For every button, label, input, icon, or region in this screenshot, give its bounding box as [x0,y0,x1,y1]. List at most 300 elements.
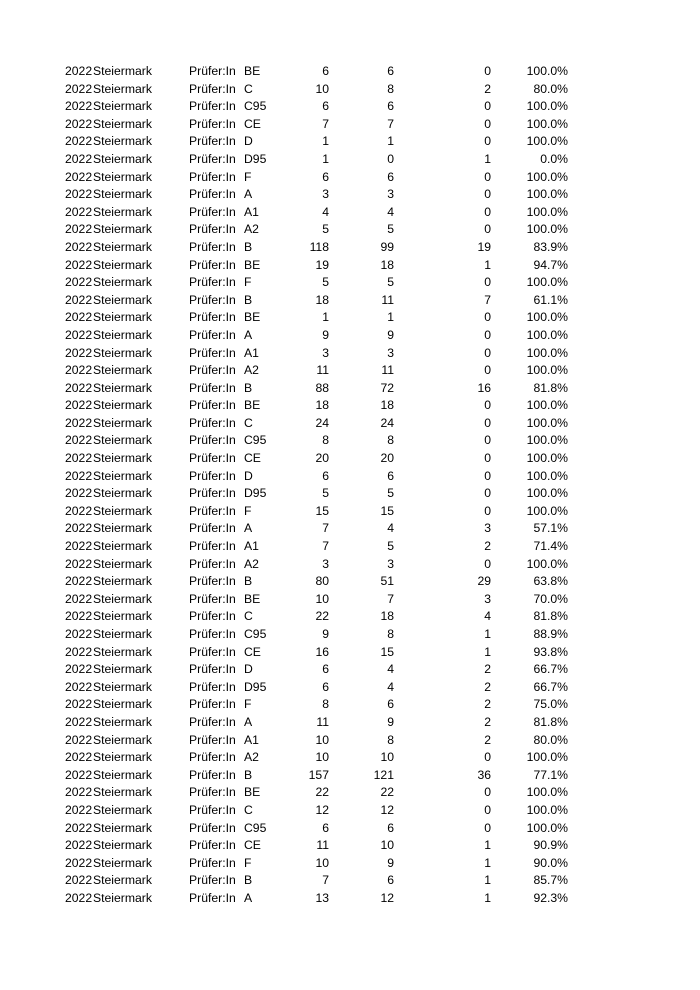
table-row [0,714,700,732]
total-count-cell: 10 [315,750,329,765]
role-cell: Prüfer:In [189,556,236,571]
passed-count-cell: 9 [387,714,394,729]
failed-count-cell: 29 [477,574,491,589]
failed-count-cell: 1 [484,855,491,870]
pass-rate-cell: 0.0% [540,151,568,166]
passed-count-cell: 0 [387,151,394,166]
year-cell: 2022 [65,64,93,78]
failed-count-cell: 2 [484,732,491,747]
license-class-cell: BE [244,310,261,325]
year-cell: 2022 [65,627,93,641]
passed-count-cell: 6 [387,169,394,184]
year-cell: 2022 [65,292,93,307]
year-cell: 2022 [65,644,93,659]
region-cell: Steiermark [93,609,152,624]
pass-rate-cell: 70.0% [533,591,568,606]
region-cell: Steiermark [93,855,152,870]
failed-count-cell: 2 [484,714,491,729]
year-cell: 2022 [65,187,93,202]
passed-count-cell: 6 [387,697,394,712]
total-count-cell: 1 [322,310,329,325]
role-cell: Prüfer:In [189,802,236,817]
region-cell: Steiermark [93,99,152,114]
license-class-cell: A [244,187,253,202]
license-class-cell: BE [244,591,261,606]
role-cell: Prüfer:In [189,785,236,800]
passed-count-cell: 9 [387,327,394,342]
table-row [0,169,700,187]
pass-rate-cell: 92.3% [533,890,568,905]
pass-rate-cell: 100.0% [526,134,568,149]
license-class-cell: C [244,802,253,817]
license-class-cell: F [244,697,252,712]
failed-count-cell: 0 [484,116,491,131]
total-count-cell: 5 [322,222,329,237]
table-row [0,890,700,908]
pass-rate-cell: 85.7% [533,873,568,888]
role-cell: Prüfer:In [189,662,236,677]
role-cell: Prüfer:In [189,415,236,430]
total-count-cell: 118 [309,239,329,254]
license-class-cell: BE [244,257,261,272]
role-cell: Prüfer:In [189,451,236,466]
region-cell: Steiermark [93,239,152,254]
pass-rate-cell: 88.9% [533,627,568,641]
role-cell: Prüfer:In [189,732,236,747]
region-cell: Steiermark [93,398,152,413]
failed-count-cell: 1 [484,890,491,905]
total-count-cell: 7 [322,539,329,554]
year-cell: 2022 [65,116,93,131]
role-cell: Prüfer:In [189,486,236,501]
total-count-cell: 1 [322,151,329,166]
region-cell: Steiermark [93,363,152,378]
region-cell: Steiermark [93,292,152,307]
total-count-cell: 1 [322,134,329,149]
region-cell: Steiermark [93,204,152,219]
total-count-cell: 5 [322,275,329,290]
license-class-cell: A1 [244,732,259,747]
region-cell: Steiermark [93,64,152,78]
region-cell: Steiermark [93,503,152,518]
region-cell: Steiermark [93,802,152,817]
failed-count-cell: 0 [484,169,491,184]
failed-count-cell: 0 [484,345,491,360]
role-cell: Prüfer:In [189,855,236,870]
total-count-cell: 19 [315,257,329,272]
passed-count-cell: 6 [387,99,394,114]
passed-count-cell: 72 [380,380,394,395]
role-cell: Prüfer:In [189,64,236,78]
pass-rate-cell: 100.0% [526,275,568,290]
table-row [0,450,700,468]
license-class-cell: C95 [244,99,267,114]
total-count-cell: 20 [315,451,329,466]
total-count-cell: 13 [315,890,329,905]
table-row [0,116,700,134]
pass-rate-cell: 100.0% [526,785,568,800]
table-row [0,679,700,697]
year-cell: 2022 [65,398,93,413]
passed-count-cell: 4 [387,662,394,677]
table-row [0,644,700,662]
license-class-cell: C95 [244,433,267,448]
region-cell: Steiermark [93,327,152,342]
license-class-cell: BE [244,64,261,78]
region-cell: Steiermark [93,838,152,853]
year-cell: 2022 [65,855,93,870]
table-row [0,133,700,151]
pass-rate-cell: 90.9% [533,838,568,853]
pass-rate-cell: 100.0% [526,99,568,114]
role-cell: Prüfer:In [189,574,236,589]
license-class-cell: B [244,239,253,254]
total-count-cell: 9 [322,627,329,641]
passed-count-cell: 15 [380,503,394,518]
total-count-cell: 10 [315,81,329,96]
year-cell: 2022 [65,380,93,395]
year-cell: 2022 [65,310,93,325]
license-class-cell: B [244,767,253,782]
table-row [0,186,700,204]
license-class-cell: C [244,415,253,430]
license-class-cell: BE [244,398,261,413]
failed-count-cell: 1 [484,151,491,166]
failed-count-cell: 1 [484,838,491,853]
table-row [0,626,700,644]
year-cell: 2022 [65,662,93,677]
region-cell: Steiermark [93,451,152,466]
license-class-cell: A1 [244,345,259,360]
region-cell: Steiermark [93,222,152,237]
failed-count-cell: 3 [484,521,491,536]
passed-count-cell: 20 [380,451,394,466]
year-cell: 2022 [65,556,93,571]
pass-rate-cell: 100.0% [526,187,568,202]
role-cell: Prüfer:In [189,327,236,342]
table-row [0,696,700,714]
region-cell: Steiermark [93,627,152,641]
pass-rate-cell: 66.7% [533,679,568,694]
passed-count-cell: 11 [381,292,394,307]
passed-count-cell: 6 [387,820,394,835]
year-cell: 2022 [65,468,93,483]
pass-rate-cell: 90.0% [533,855,568,870]
passed-count-cell: 3 [387,345,394,360]
year-cell: 2022 [65,151,93,166]
year-cell: 2022 [65,873,93,888]
year-cell: 2022 [65,81,93,96]
passed-count-cell: 10 [380,750,394,765]
pass-rate-cell: 100.0% [526,398,568,413]
table-row [0,204,700,222]
year-cell: 2022 [65,820,93,835]
pass-rate-cell: 100.0% [526,433,568,448]
role-cell: Prüfer:In [189,873,236,888]
passed-count-cell: 18 [380,398,394,413]
failed-count-cell: 7 [484,292,491,307]
year-cell: 2022 [65,415,93,430]
passed-count-cell: 6 [387,873,394,888]
role-cell: Prüfer:In [189,697,236,712]
table-row [0,432,700,450]
passed-count-cell: 7 [387,591,394,606]
total-count-cell: 80 [315,574,329,589]
pass-rate-cell: 81.8% [533,380,568,395]
total-count-cell: 24 [315,415,329,430]
license-class-cell: A2 [244,363,259,378]
region-cell: Steiermark [93,890,152,905]
total-count-cell: 22 [315,609,329,624]
region-cell: Steiermark [93,662,152,677]
region-cell: Steiermark [93,380,152,395]
total-count-cell: 6 [322,169,329,184]
region-cell: Steiermark [93,591,152,606]
passed-count-cell: 5 [387,275,394,290]
region-cell: Steiermark [93,732,152,747]
passed-count-cell: 6 [387,64,394,78]
passed-count-cell: 24 [380,415,394,430]
role-cell: Prüfer:In [189,81,236,96]
year-cell: 2022 [65,327,93,342]
region-cell: Steiermark [93,767,152,782]
passed-count-cell: 12 [380,890,394,905]
year-cell: 2022 [65,486,93,501]
region-cell: Steiermark [93,574,152,589]
table-row [0,345,700,363]
failed-count-cell: 1 [484,627,491,641]
passed-count-cell: 4 [387,521,394,536]
passed-count-cell: 5 [387,486,394,501]
license-class-cell: D [244,662,253,677]
table-row [0,292,700,310]
role-cell: Prüfer:In [189,187,236,202]
total-count-cell: 11 [316,838,329,853]
region-cell: Steiermark [93,433,152,448]
passed-count-cell: 99 [380,239,394,254]
role-cell: Prüfer:In [189,116,236,131]
license-class-cell: CE [244,116,261,131]
total-count-cell: 7 [322,116,329,131]
total-count-cell: 11 [316,714,329,729]
region-cell: Steiermark [93,785,152,800]
region-cell: Steiermark [93,345,152,360]
year-cell: 2022 [65,609,93,624]
pass-rate-cell: 100.0% [526,802,568,817]
pass-rate-cell: 100.0% [526,116,568,131]
license-class-cell: D [244,134,253,149]
total-count-cell: 6 [322,99,329,114]
role-cell: Prüfer:In [189,627,236,641]
year-cell: 2022 [65,521,93,536]
failed-count-cell: 0 [484,802,491,817]
role-cell: Prüfer:In [189,609,236,624]
passed-count-cell: 8 [387,433,394,448]
pass-rate-cell: 100.0% [526,363,568,378]
role-cell: Prüfer:In [189,363,236,378]
table-row [0,362,700,380]
pass-rate-cell: 100.0% [526,820,568,835]
pass-rate-cell: 80.0% [533,732,568,747]
failed-count-cell: 16 [477,380,491,395]
passed-count-cell: 1 [387,310,394,325]
region-cell: Steiermark [93,468,152,483]
total-count-cell: 8 [322,697,329,712]
region-cell: Steiermark [93,415,152,430]
license-class-cell: C95 [244,627,267,641]
role-cell: Prüfer:In [189,433,236,448]
pass-rate-cell: 100.0% [526,750,568,765]
year-cell: 2022 [65,732,93,747]
table-row [0,802,700,820]
total-count-cell: 10 [315,855,329,870]
year-cell: 2022 [65,257,93,272]
license-class-cell: C95 [244,820,267,835]
year-cell: 2022 [65,239,93,254]
passed-count-cell: 8 [387,627,394,641]
year-cell: 2022 [65,99,93,114]
total-count-cell: 6 [322,64,329,78]
role-cell: Prüfer:In [189,134,236,149]
table-row [0,573,700,591]
region-cell: Steiermark [93,275,152,290]
year-cell: 2022 [65,802,93,817]
role-cell: Prüfer:In [189,398,236,413]
total-count-cell: 12 [315,802,329,817]
role-cell: Prüfer:In [189,99,236,114]
pass-rate-cell: 77.1% [533,767,568,782]
region-cell: Steiermark [93,556,152,571]
role-cell: Prüfer:In [189,222,236,237]
year-cell: 2022 [65,697,93,712]
pass-rate-cell: 80.0% [533,81,568,96]
role-cell: Prüfer:In [189,521,236,536]
year-cell: 2022 [65,275,93,290]
role-cell: Prüfer:In [189,345,236,360]
region-cell: Steiermark [93,697,152,712]
license-class-cell: C [244,81,253,96]
year-cell: 2022 [65,169,93,184]
license-class-cell: F [244,503,252,518]
license-class-cell: A [244,714,253,729]
total-count-cell: 7 [322,873,329,888]
pass-rate-cell: 100.0% [526,486,568,501]
pass-rate-cell: 100.0% [526,327,568,342]
passed-count-cell: 8 [387,732,394,747]
role-cell: Prüfer:In [189,468,236,483]
license-class-cell: C [244,609,253,624]
license-class-cell: A [244,890,253,905]
total-count-cell: 3 [322,345,329,360]
year-cell: 2022 [65,134,93,149]
role-cell: Prüfer:In [189,292,236,307]
license-class-cell: CE [244,451,261,466]
year-cell: 2022 [65,345,93,360]
table-row [0,872,700,890]
region-cell: Steiermark [93,539,152,554]
license-class-cell: B [244,380,253,395]
passed-count-cell: 5 [387,539,394,554]
total-count-cell: 157 [308,767,329,782]
role-cell: Prüfer:In [189,714,236,729]
year-cell: 2022 [65,433,93,448]
table-row [0,784,700,802]
passed-count-cell: 4 [387,679,394,694]
failed-count-cell: 0 [484,222,491,237]
license-class-cell: F [244,275,252,290]
failed-count-cell: 0 [484,503,491,518]
year-cell: 2022 [65,451,93,466]
table-row [0,380,700,398]
region-cell: Steiermark [93,644,152,659]
table-row [0,661,700,679]
role-cell: Prüfer:In [189,310,236,325]
failed-count-cell: 3 [484,591,491,606]
table-row [0,415,700,433]
role-cell: Prüfer:In [189,257,236,272]
table-row [0,309,700,327]
pass-rate-cell: 61.1% [533,292,568,307]
pass-rate-cell: 100.0% [526,204,568,219]
failed-count-cell: 0 [484,64,491,78]
pass-rate-cell: 100.0% [526,345,568,360]
year-cell: 2022 [65,838,93,853]
passed-count-cell: 6 [387,468,394,483]
table-row [0,820,700,838]
table-row [0,274,700,292]
role-cell: Prüfer:In [189,539,236,554]
total-count-cell: 18 [315,292,329,307]
failed-count-cell: 1 [484,873,491,888]
role-cell: Prüfer:In [189,767,236,782]
license-class-cell: A2 [244,556,259,571]
region-cell: Steiermark [93,81,152,96]
pass-rate-cell: 100.0% [526,451,568,466]
year-cell: 2022 [65,750,93,765]
table-row [0,485,700,503]
pass-rate-cell: 81.8% [533,609,568,624]
table-row [0,468,700,486]
failed-count-cell: 0 [484,134,491,149]
failed-count-cell: 0 [484,451,491,466]
region-cell: Steiermark [93,310,152,325]
year-cell: 2022 [65,767,93,782]
failed-count-cell: 0 [484,310,491,325]
passed-count-cell: 22 [380,785,394,800]
table-row [0,98,700,116]
failed-count-cell: 0 [484,204,491,219]
table-row [0,556,700,574]
failed-count-cell: 0 [484,820,491,835]
year-cell: 2022 [65,503,93,518]
passed-count-cell: 18 [380,257,394,272]
table-row [0,837,700,855]
year-cell: 2022 [65,204,93,219]
passed-count-cell: 3 [387,187,394,202]
failed-count-cell: 0 [484,415,491,430]
pass-rate-cell: 100.0% [526,64,568,78]
pass-rate-cell: 66.7% [533,662,568,677]
total-count-cell: 15 [315,503,329,518]
year-cell: 2022 [65,679,93,694]
license-class-cell: D [244,468,253,483]
total-count-cell: 16 [315,644,329,659]
year-cell: 2022 [65,714,93,729]
role-cell: Prüfer:In [189,503,236,518]
pass-rate-cell: 57.1% [533,521,568,536]
license-class-cell: F [244,855,252,870]
role-cell: Prüfer:In [189,838,236,853]
